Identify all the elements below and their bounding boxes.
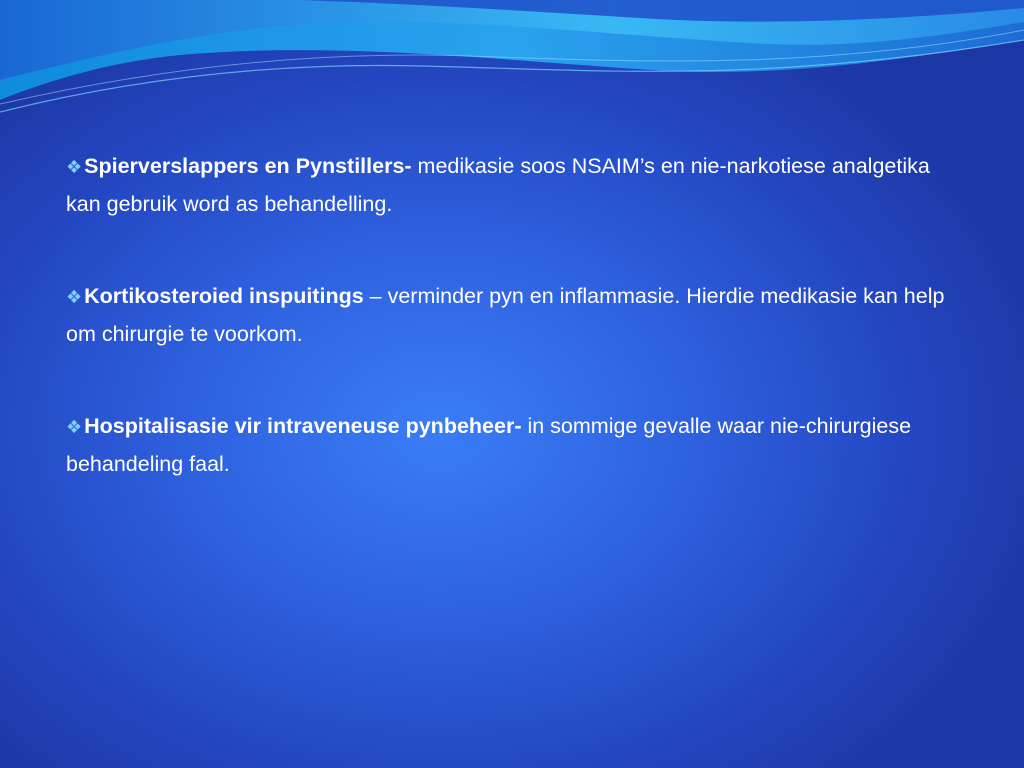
bullet-term: Hospitalisasie vir intraveneuse pynbeheer- [84, 414, 522, 438]
bullet-description: – verminder pyn en inflammasie. Hierdie medikasie kan help om chirurgie te voorkom. [66, 284, 945, 346]
bullet-description: in sommige gevalle waar nie-chirurgiese behandeling faal. [66, 414, 912, 476]
bullet-term: Kortikosteroied inspuitings [84, 284, 364, 308]
bullet-list [66, 148, 946, 538]
bullet-item [66, 408, 946, 483]
diamond-bullet-icon: ❖ [66, 417, 83, 438]
bullet-item [66, 148, 946, 223]
bullet-item [66, 278, 946, 353]
diamond-bullet-icon: ❖ [66, 157, 83, 178]
wave-header-decoration [0, 0, 1024, 130]
bullet-description: medikasie soos NSAIM’s en nie-narkotiese analgetika kan gebruik word as behandelling. [66, 154, 930, 216]
bullet-term: Spierverslappers en Pynstillers- [84, 154, 412, 178]
diamond-bullet-icon: ❖ [66, 287, 83, 308]
